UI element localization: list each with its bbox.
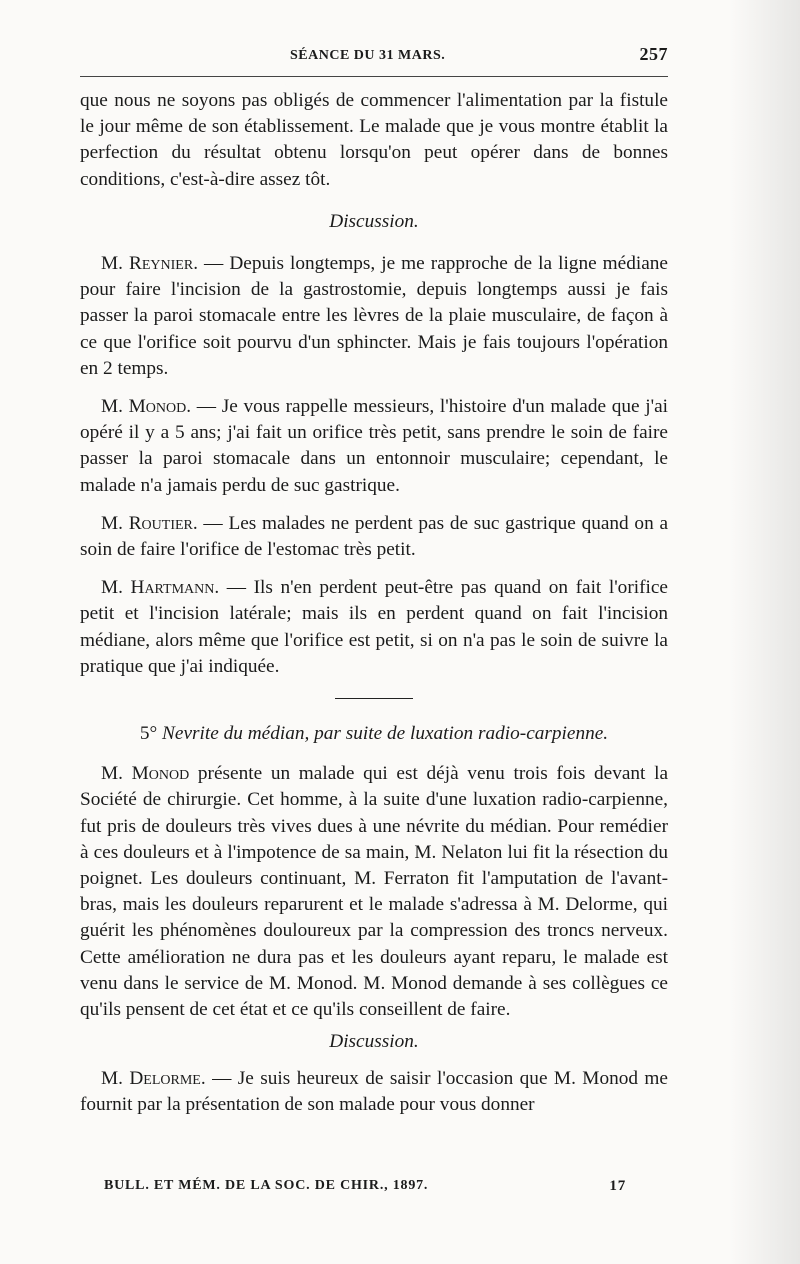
section-title: Nevrite du médian, par suite de luxation radio-carpienne. (162, 723, 609, 745)
signature-mark: 17 (609, 1178, 626, 1194)
header-rule (80, 76, 668, 77)
page-footer (104, 1178, 626, 1202)
section-separator (335, 698, 413, 699)
paragraph-continuation: que nous ne soyons pas obligés de commencer l'alimentation par la fistule le jour même de son établissement. Le malade que je vous montre établit la perfection du résultat obtenu lorsqu'on peut opérer dans de bonnes conditions, c'est-à-dire assez tôt. (80, 90, 668, 190)
text-monod: — Je vous rappelle messieurs, l'histoire d'un malade que j'ai opéré il y a 5 ans; j'ai fait un orifice très petit, sans prendre le soin de faire passer la paroi stomacale dans un entonnoir musculaire; cependant, le malade n'a jamais perdu de suc gastrique. (80, 396, 668, 496)
page-number: 257 (639, 44, 668, 64)
discussion-heading: Discussion. (329, 210, 419, 232)
speaker-monod-presentation: M. Monod (101, 763, 190, 785)
paragraph-reynier (80, 251, 668, 382)
footer-journal: BULL. ET MÉM. DE LA SOC. DE CHIR., 1897. (104, 1178, 429, 1193)
running-header (80, 44, 668, 70)
speaker-monod: M. Monod. (101, 396, 192, 418)
text-reynier: — Depuis longtemps, je me rapproche de la ligne médiane pour faire l'incision de la gastrostomie, depuis longtemps aussi je fais passer la paroi stomacale entre les lèvres de la plaie musculaire, de façon à ce que l'orifice soit pourvu d'un sphincter. Mais je fais toujours l'opération en 2 temps. (80, 253, 668, 379)
speaker-hartmann: M. Hartmann. (101, 577, 220, 599)
speaker-reynier: M. Reynier. (101, 253, 199, 275)
paragraph-monod (80, 394, 668, 499)
text-hartmann: — Ils n'en perdent peut-être pas quand on fait l'orifice petit et l'incision latérale; mais ils en perdent quand on fait l'incision médiane, alors même que l'orifice est petit, si on n'a pas le soin de suivre la pratique que j'ai indiquée. (80, 577, 668, 677)
text-routier: — Les malades ne perdent pas de suc gastrique quand on a soin de faire l'orifice de l'estomac très petit. (80, 512, 668, 561)
speaker-delorme: M. Delorme. (101, 1067, 206, 1089)
section-number: 5° (139, 723, 158, 745)
text-delorme: — Je suis heureux de saisir l'occasion que M. Monod me fournit par la présentation de son malade pour vous donner (80, 1067, 668, 1115)
paragraph-hartmann (80, 575, 668, 680)
paragraph-delorme (80, 1066, 668, 1118)
running-title: SÉANCE DU 31 MARS. (290, 48, 446, 63)
discussion-heading-2: Discussion. (329, 1031, 419, 1053)
section-heading (80, 721, 668, 747)
page-edge-shadow (730, 0, 800, 1264)
body-text (80, 88, 668, 1118)
paragraph-routier (80, 511, 668, 563)
text-monod-presentation: présente un malade qui est déjà venu trois fois devant la Société de chirurgie. Cet homme, à la suite d'une luxation radio-carpienne, fut pris de douleurs très vives dues à une névrite du médian. Pour remédier à ces douleurs et à l'impotence de sa main, M. Nelaton lui fit la résection du poignet. Les douleurs continuant, M. Ferraton fit l'amputation de l'avant-bras, mais les douleurs reparurent et le malade s'adressa à M. Delorme, qui guérit les phénomènes douloureux par la compression des troncs nerveux. Cette amélioration ne dura pas et les douleurs ayant reparu, le malade est venu dans le service de M. Monod. M. Monod demande à ses collègues ce qu'ils pensent de cet état et ce qu'ils conseillent de faire. (80, 763, 669, 1021)
speaker-routier: M. Routier. (101, 512, 198, 534)
paragraph-monod-presentation (80, 761, 668, 1023)
